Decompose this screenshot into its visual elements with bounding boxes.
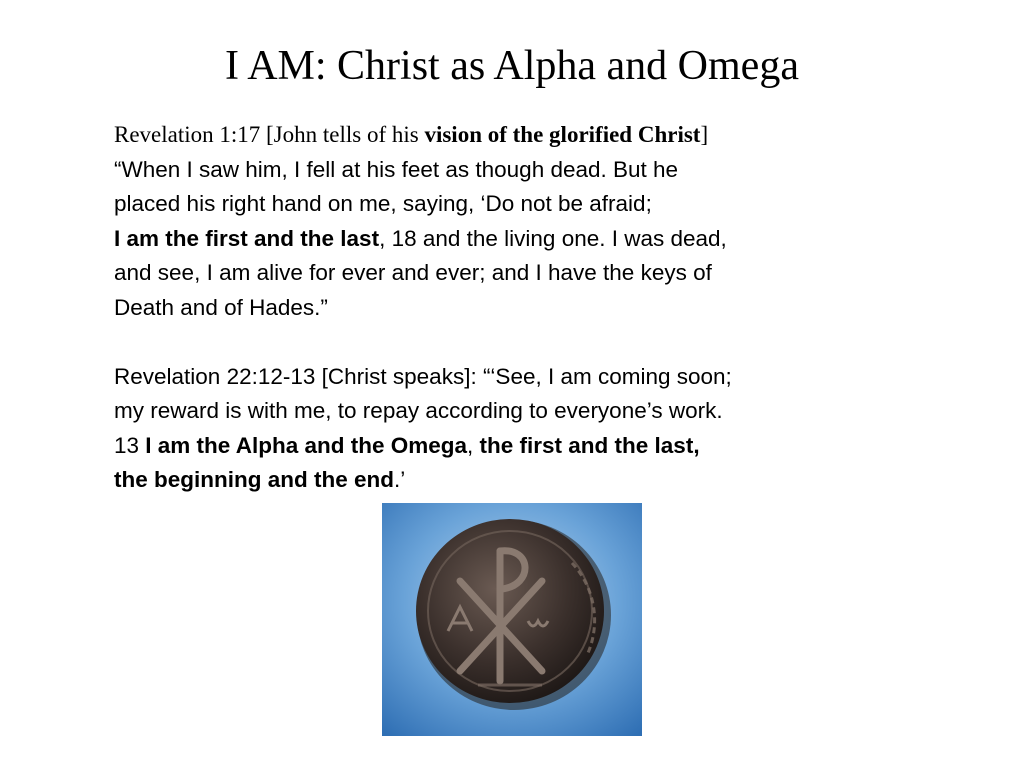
passage1-line-1: “When I saw him, I fell at his feet as though dead. But he — [114, 156, 679, 182]
coin-icon — [382, 503, 642, 736]
scripture-text — [114, 118, 934, 498]
passage1-line-4: and see, I am alive for ever and ever; and I have the keys of — [114, 260, 712, 285]
passage2-line-3: 13 I am the Alpha and the Omega, the first and the last, — [114, 432, 700, 458]
passage1-reference: Revelation 1:17 [John tells of his vision of the glorified Christ] — [114, 122, 709, 147]
passage2-line-1: Revelation 22:12-13 [Christ speaks]: “‘See, I am coming soon; — [114, 363, 732, 389]
passage1-line-3: I am the first and the last, 18 and the living one. I was dead, — [114, 225, 727, 251]
chi-rho-coin-photo — [382, 503, 642, 736]
passage2-line-4: the beginning and the end.’ — [114, 467, 406, 492]
passage1-line-2: placed his right hand on me, saying, ‘Do not be afraid; — [114, 191, 652, 216]
slide-title: I AM: Christ as Alpha and Omega — [225, 43, 799, 89]
passage2-line-2: my reward is with me, to repay according to everyone’s work. — [114, 398, 723, 423]
paragraph-spacer — [114, 325, 934, 360]
passage1-line-5: Death and of Hades.” — [114, 294, 328, 320]
